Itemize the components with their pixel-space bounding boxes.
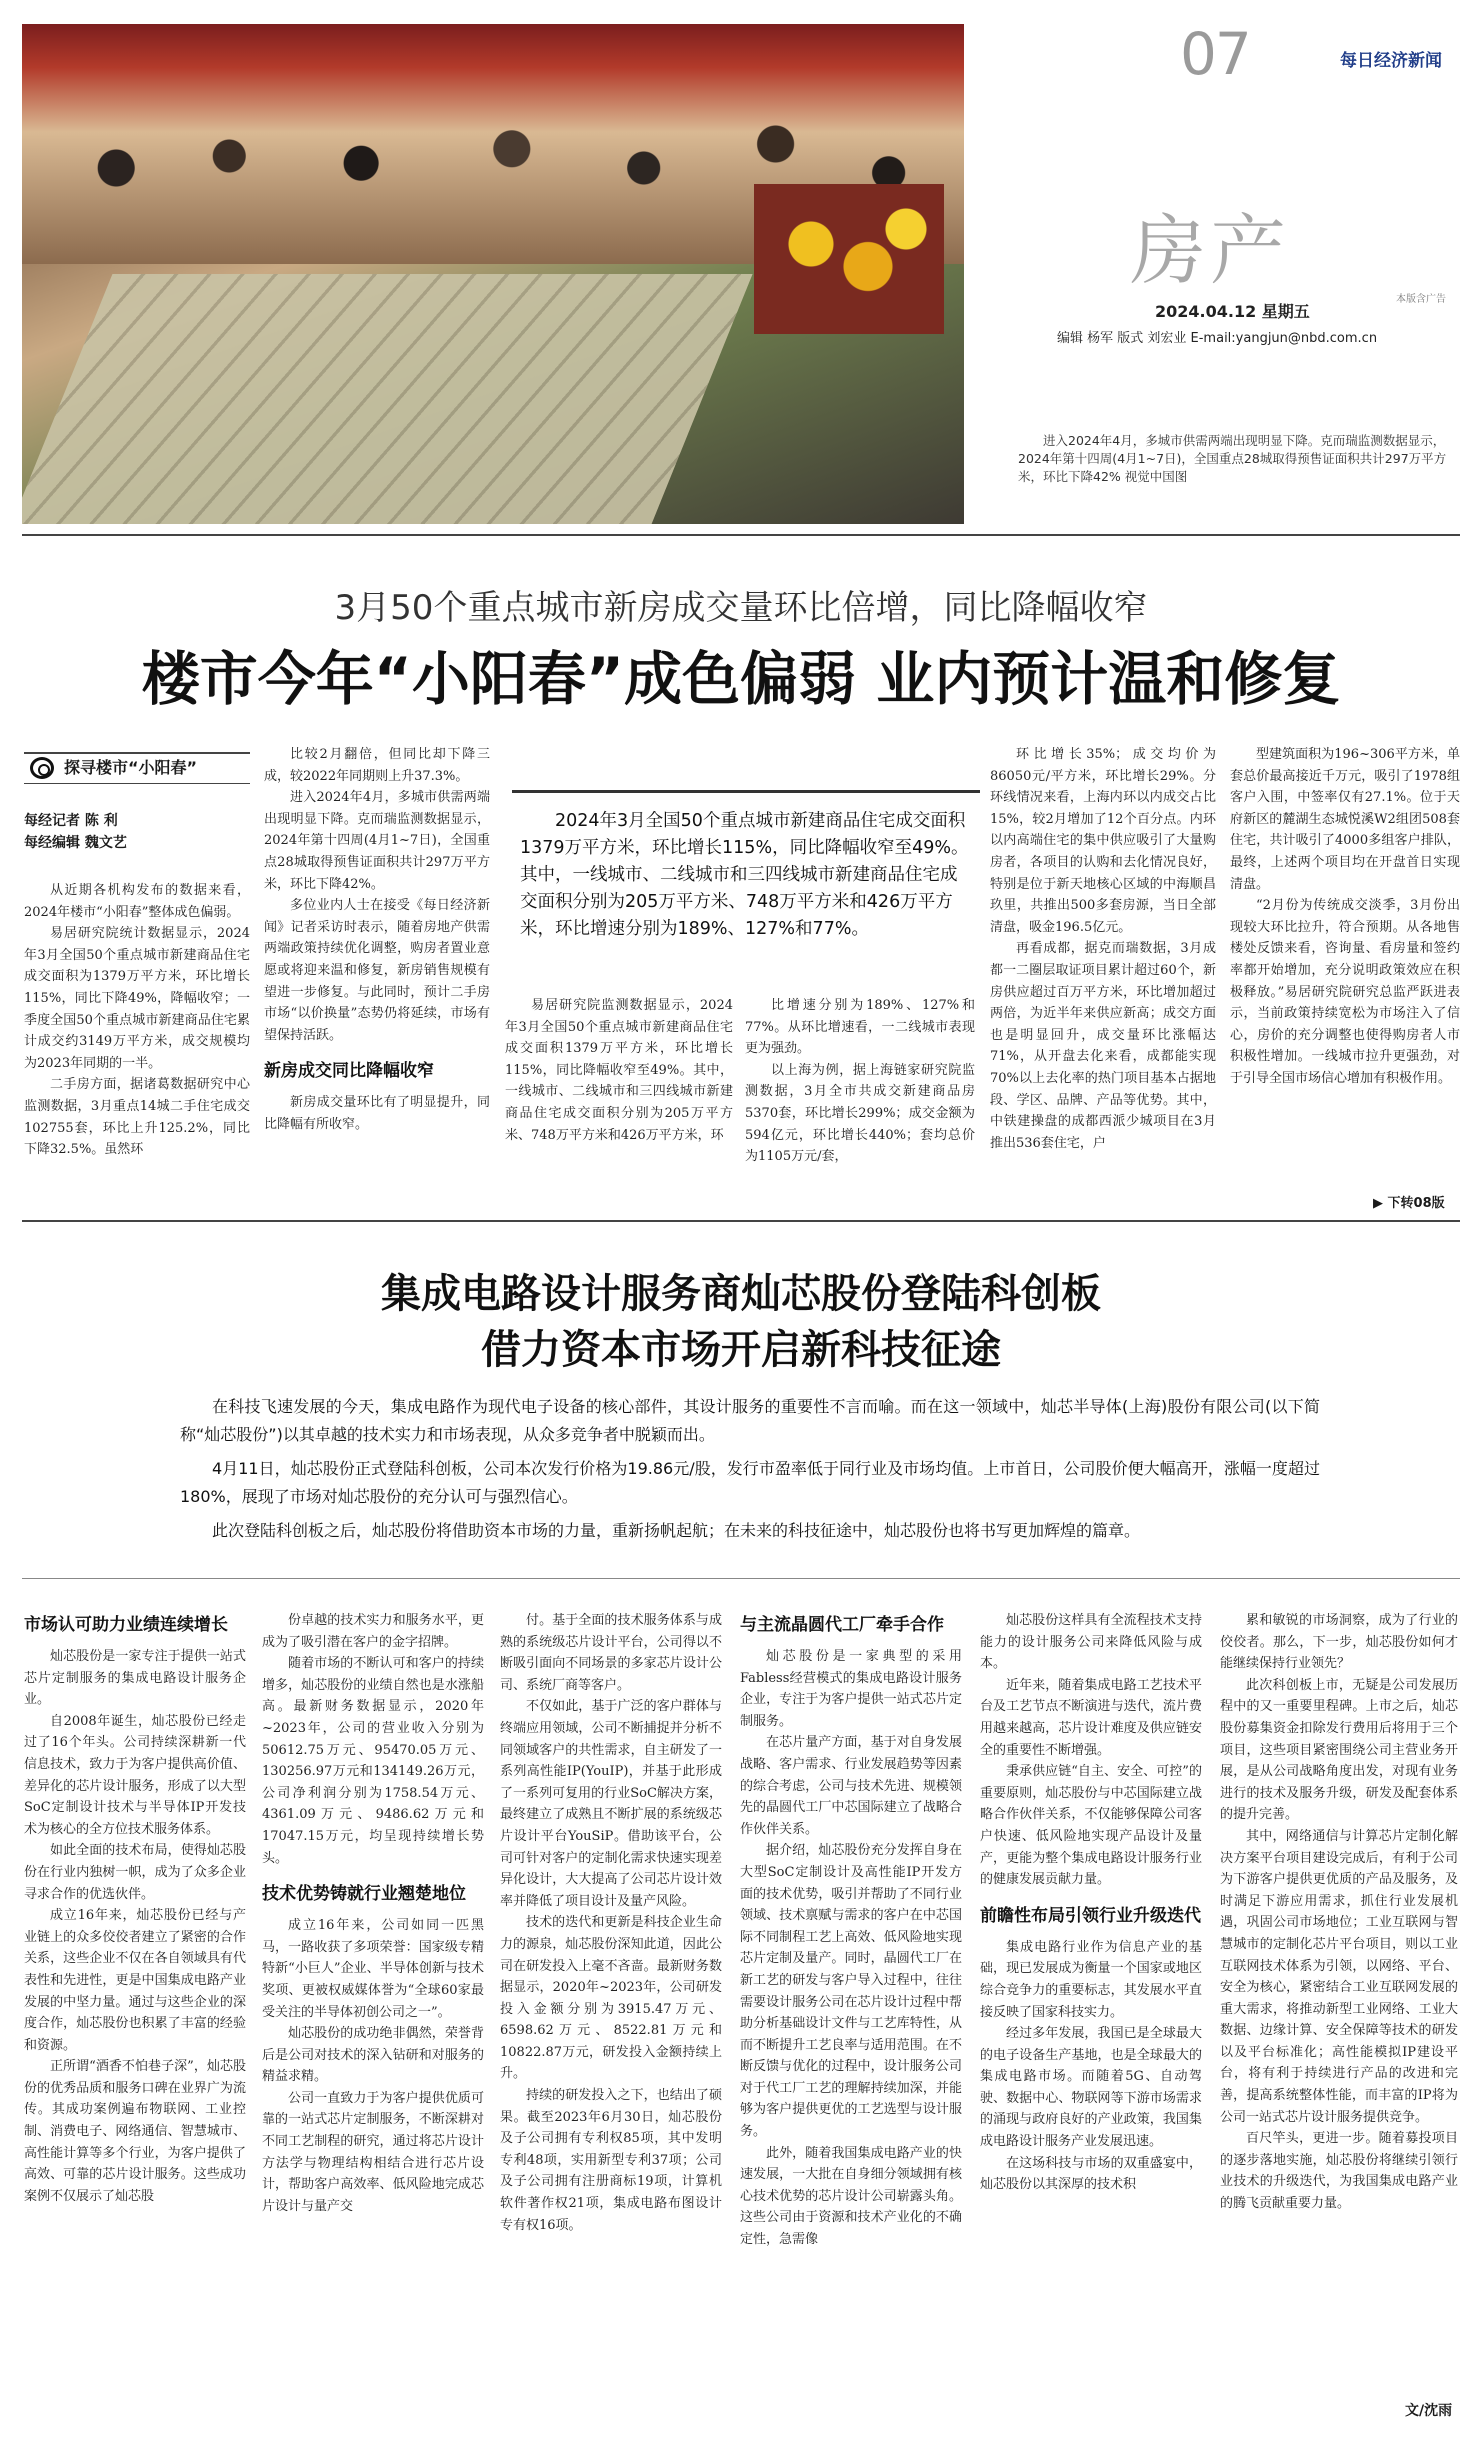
page-number: 07 (1180, 20, 1250, 88)
paragraph: 付。基于全面的技术服务体系与成熟的系统级芯片设计平台，公司得以不断吸引面向不同场景的多家芯片设计公司、系统厂商等客户。 (500, 1613, 722, 1693)
paragraph: 成立16年来，公司如同一匹黑马，一路收获了多项荣誉：国家级专精特新“小巨人”企业、半导体创新与技术奖项、更被权威媒体誉为“全球60家最受关注的半导体初创公司之一”。 (262, 1918, 484, 2020)
paragraph: 自2008年诞生，灿芯股份已经走过了16个年头。公司持续深耕新一代信息技术，致力于为客户提供高价值、差异化的芯片设计服务，形成了以大型SoC定制设计技术与半导体IP开发技术为核心的全方位技术服务体系。 (24, 1713, 246, 1837)
section-heading: 前瞻性布局引领行业升级迭代 (980, 1905, 1201, 1926)
story1-col6 (1230, 744, 1460, 1090)
photo-caption: 进入2024年4月，多城市供需两端出现明显下降。克而瑞监测数据显示，2024年第十四周(4月1~7日)，全国重点28城取得预售证面积共计297万平方米，环比下降42% 视觉中国图 (1018, 433, 1447, 484)
editors-line: 编辑 杨军 版式 刘宏业 E-mail:yangjun@nbd.com.cn (1057, 331, 1378, 346)
author-signature: 文/沈雨 (1405, 2403, 1453, 2419)
paragraph: 集成电路行业作为信息产业的基础，现已发展成为衡量一个国家或地区综合竞争力的重要标志，其发展水平直接反映了国家科技实力。 (980, 1939, 1202, 2020)
lead-paragraph: 此次登陆科创板之后，灿芯股份将借助资本市场的力量，重新扬帆起航；在未来的科技征途中，灿芯股份也将书写更加辉煌的篇章。 (212, 1521, 1141, 1540)
news-photo (22, 24, 964, 524)
story1-subtitle: 3月50个重点城市新房成交量环比倍增，同比降幅收窄 (334, 588, 1148, 628)
lead-paragraph: 在科技飞速发展的今天，集成电路作为现代电子设备的核心部件，其设计服务的重要性不言而喻。而在这一领域中，灿芯半导体(上海)股份有限公司(以下简称“灿芯股份”)以其卓越的技术实力和市场表现，从众多竞争者中脱颖而出。 (180, 1397, 1320, 1444)
story2-col2 (262, 1610, 484, 2217)
newspaper-name: 每日经济新闻 (1340, 51, 1442, 71)
story1-col3 (505, 995, 733, 1146)
story1-col1 (24, 880, 250, 1161)
paragraph: 持续的研发投入之下，也结出了硕果。截至2023年6月30日，灿芯股份及子公司拥有专利权85项，其中发明专利48项，实用新型专利37项；公司及子公司拥有注册商标19项，计算机软件著作权21项，集成电路布图设计专有权16项。 (500, 2088, 722, 2233)
paragraph: 秉承供应链“自主、安全、可控”的重要原则，灿芯股份与中芯国际建立战略合作伙伴关系，不仅能够保障公司客户快速、低风险地实现产品设计及量产，更能为整个集成电路设计服务行业的健康发展贡献力量。 (980, 1764, 1202, 1888)
paragraph: 灿芯股份这样具有全流程技术支持能力的设计服务公司来降低风险与成本。 (980, 1613, 1202, 1672)
paragraph: 灿芯股份是一家典型的采用Fabless经营模式的集成电路设计服务企业，专注于为客户提供一站式芯片定制服务。 (740, 1649, 962, 1729)
paragraph: “2月份为传统成交淡季，3月份出现较大环比拉升，符合预期。从各地售楼处反馈来看，咨询量、看房量和签约率都开始增加，充分说明政策效应在积极释放。”易居研究院研究总监严跃进表示，当前政策持续宽松为市场注入了信心，房价的充分调整也使得购房者人市积极性增加。一线城市拉升更强劲，对于引导全国市场信心增加有积极作用。 (1230, 898, 1460, 1086)
paragraph: 比较2月翻倍，但同比却下降三成，较2022年同期则上升37.3%。 (264, 747, 490, 784)
paragraph: 在芯片量产方面，基于对自身发展战略、客户需求、行业发展趋势等因素的综合考虑，公司与技术先进、规模领先的晶圆代工厂中芯国际建立了战略合作伙伴关系。 (740, 1735, 962, 1837)
section-title: 房产 (1130, 206, 1290, 295)
paragraph: 技术的迭代和更新是科技企业生命力的源泉，灿芯股份深知此道，因此公司在研发投入上毫不吝啬。最新财务数据显示，2020年~2023年，公司研发投入金额分别为3915.47万元、6598.62万元、8522.81万元和10822.87万元，研发投入金额持续上升。 (500, 1915, 722, 2082)
paragraph: 据介绍，灿芯股份充分发挥自身在大型SoC定制设计及高性能IP开发方面的技术优势，吸引并帮助了不同行业领域、技术禀赋与需求的客户在中芯国际不同制程工艺上高效、低风险地实现芯片定制及量产。同时，晶圆代工厂在新工艺的研发与客户导入过程中，往往需要设计服务公司在芯片设计过程中帮助分析基础设计文件与工艺库特性，从而不断提升工艺良率与适用范围。在不断反馈与优化的过程中，设计服务公司对于代工厂工艺的理解持续加深，并能够为客户提供更优的工艺选型与设计服务。 (740, 1843, 962, 2140)
section-heading: 与主流晶圆代工厂牵手合作 (740, 1615, 944, 1635)
paragraph: 型建筑面积为196~306平方米，单套总价最高接近千万元，吸引了1978组客户入围，中签率仅有27.1%。位于天府新区的麓湖生态城悦溪W2组团508套住宅，共计吸引了4000多组客户排队，最终，上述两个项目均在开盘首日实现清盘。 (1230, 747, 1460, 892)
story1-title: 楼市今年“小阳春”成色偏弱 业内预计温和修复 (141, 645, 1341, 713)
paragraph: 如此全面的技术布局，使得灿芯股份在行业内独树一帜，成为了众多企业寻求合作的优选伙伴。 (24, 1843, 246, 1902)
paragraph: 经过多年发展，我国已是全球最大的电子设备生产基地，也是全球最大的集成电路市场。而随着5G、自动驾驶、数据中心、物联网等下游市场需求的涌现与政府良好的产业政策，我国集成电路设计服务产业发展迅速。 (980, 2026, 1202, 2150)
paragraph: 灿芯股份是一家专注于提供一站式芯片定制服务的集成电路设计服务企业。 (24, 1649, 246, 1708)
byline-editor: 每经编辑 魏文艺 (24, 835, 127, 851)
paragraph: 易居研究院统计数据显示，2024年3月全国50个重点城市新建商品住宅成交面积为1379万平方米，环比增长115%，同比下降49%，降幅收窄；一季度全国50个重点城市新建商品住宅累计成交约3149万平方米，成交规模均为2023年同期的一半。 (24, 926, 250, 1071)
pull-quote: 2024年3月全国50个重点城市新建商品住宅成交面积1379万平方米，环比增长115%，同比降幅收窄至49%。其中，一线城市、二线城市和三四线城市新建商品住宅成交面积分别为205万平方米、748万平方米和426万平方米，环比增速分别为189%、127%和77%。 (520, 811, 969, 939)
byline (24, 810, 127, 854)
story2-title-line2: 借力资本市场开启新科技征途 (481, 1327, 1001, 1373)
paragraph: 百尺竿头，更进一步。随着募投项目的逐步落地实施，灿芯股份将继续引领行业技术的升级迭代，为我国集成电路产业的腾飞贡献重要力量。 (1220, 2131, 1458, 2212)
paragraph: 正所谓“酒香不怕巷子深”，灿芯股份的优秀品质和服务口碑在业界广为流传。其成功案例遍布物联网、工业控制、消费电子、网络通信、智慧城市、高性能计算等多个行业，为客户提供了高效、可靠的芯片设计服务。这些成功案例不仅展示了灿芯股 (24, 2059, 246, 2204)
section-heading: 技术优势铸就行业翘楚地位 (262, 1884, 466, 1905)
paragraph: 进入2024年4月，多城市供需两端出现明显下降。克而瑞监测数据显示，2024年第十四周(4月1~7日)，全国重点28城取得预售证面积共计297万平方米，环比下降42%。 (264, 790, 490, 892)
byline-reporter: 每经记者 陈 利 (24, 813, 118, 829)
story2-col3 (500, 1610, 722, 2236)
paragraph: 此外，随着我国集成电路产业的快速发展，一大批在自身细分领域拥有核心技术优势的芯片设计公司崭露头角。这些公司由于资源和技术产业化的不确定性，急需像 (740, 2145, 962, 2248)
story2-col1 (24, 1600, 246, 2207)
paragraph: 多位业内人士在接受《每日经济新闻》记者采访时表示，随着房地产供需两端政策持续优化调整，购房者置业意愿或将迎来温和修复，新房销售规模有望进一步修复。与此同时，预计二手房市场“以价换量”态势仍将延续，市场有望保持活跃。 (264, 898, 490, 1043)
story2-col5 (980, 1610, 1202, 2196)
paragraph: 在这场科技与市场的双重盛宴中，灿芯股份以其深厚的技术积 (980, 2155, 1202, 2193)
column-tag: 探寻楼市“小阳春” (24, 752, 250, 784)
photo-sand-table (22, 274, 753, 524)
paragraph: 其中，网络通信与计算芯片定制化解决方案平台项目建设完成后，有利于公司为下游客户提供更优质的产品及服务，及时满足下游应用需求，抓住行业发展机遇，巩固公司市场地位；工业互联网与智慧城市的定制化芯片平台项目，则以工业互联网技术体系为引领，以网络、平台、安全为核心，紧密结合工业互联网发展的重大需求，将推动新型工业网络、工业大数据、边缘计算、安全保障等技术的研发以及平台标准化；高性能模拟IP建设平台，将有利于持续进行产品的改进和完善，提高系统整体性能，而丰富的IP将为公司一站式芯片设计服务提供竞争。 (1220, 1828, 1458, 2125)
paragraph: 比增速分别为189%、127%和77%。从环比增速看，一二线城市表现更为强劲。 (745, 998, 975, 1057)
paragraph: 灿芯股份的成功绝非偶然，荣誉背后是公司对技术的深入钻研和对服务的精益求精。 (262, 2026, 484, 2085)
divider (22, 534, 1460, 536)
paragraph: 随着市场的不断认可和客户的持续增多，灿芯股份的业绩自然也是水涨船高。最新财务数据显示，2020年~2023年，公司的营业收入分别为50612.75万元、95470.05万元、130256.97万元和134149.26万元，公司净利润分别为1758.54万元、4361.09万元、9486.62万元和17047.15万元，均呈现持续增长势头。 (262, 1656, 484, 1866)
paragraph: 此次科创板上市，无疑是公司发展历程中的又一重要里程碑。上市之后，灿芯股份募集资金扣除发行费用后将用于三个项目，这些项目紧密围绕公司主营业务开展，是从公司战略角度出发，对现有业务进行的技术及服务升级，研发及配套体系的提升完善。 (1220, 1677, 1458, 1823)
paragraph: 新房成交量环比有了明显提升，同比降幅有所收窄。 (264, 1095, 490, 1132)
story1-col5 (990, 744, 1216, 1154)
story2-title-line1: 集成电路设计服务商灿芯股份登陆科创板 (381, 1271, 1101, 1317)
story1-col4 (745, 995, 975, 1168)
lead-paragraph: 4月11日，灿芯股份正式登陆科创板，公司本次发行价格为19.86元/股，发行市盈率低于同行业及市场均值。上市首日，公司股价便大幅高开，涨幅一度超过180%，展现了市场对灿芯股份的充分认可与强烈信心。 (180, 1459, 1320, 1506)
story2-lead (180, 1393, 1320, 1545)
divider (22, 1220, 1460, 1222)
section-heading: 市场认可助力业绩连续增长 (24, 1615, 228, 1635)
story2-col6 (1220, 1610, 1458, 2215)
paragraph: 公司一直致力于为客户提供优质可靠的一站式芯片定制服务，不断深耕对不同工艺制程的研究，通过将芯片设计方法学与物理结构相结合进行芯片设计，帮助客户高效率、低风险地完成芯片设计与量产交 (262, 2090, 484, 2214)
photo-flowers (754, 184, 944, 334)
divider (22, 1578, 1460, 1579)
paragraph: 环比增长35%；成交均价为86050元/平方米，环比增长29%。分环线情况来看，上海内环以内成交占比15%，较2月增加了12个百分点。内环以内高端住宅的集中供应吸引了大量购房者，各项目的认购和去化情况良好，特别是位于新天地核心区域的中海顺昌玖里，共推出500多套房源，当日全部清盘，吸金196.5亿元。 (990, 747, 1216, 935)
ad-note: 本版含广告 (1396, 294, 1446, 305)
paragraph: 再看成都，据克而瑞数据，3月成都一二圈层取证项目累计超过60个，新房供应超过百万平方米，环比增加超过两倍，为近半年来供应新高；成交方面也是明显回升，成交量环比涨幅达71%，从开盘去化来看，成都能实现70%以上去化率的热门项目基本占据地段、学区、品牌、产品等优势。其中，中铁建操盘的成都西派少城项目在3月推出536套住宅，户 (990, 941, 1216, 1151)
paragraph: 从近期各机构发布的数据来看，2024年楼市“小阳春”整体成色偏弱。 (24, 883, 250, 920)
continue-link[interactable]: ▶ 下转08版 (1373, 1196, 1445, 1211)
paragraph: 易居研究院监测数据显示，2024年3月全国50个重点城市新建商品住宅成交面积1379万平方米，环比增长115%，同比降幅收窄至49%。其中，一线城市、二线城市和三四线城市新建商品住宅成交面积分别为205万平方米、748万平方米和426万平方米，环 (505, 998, 733, 1143)
paragraph: 份卓越的技术实力和服务水平，更成为了吸引潜在客户的金字招牌。 (262, 1613, 484, 1650)
story2-col4 (740, 1600, 962, 2251)
paragraph: 成立16年来，灿芯股份已经与产业链上的众多佼佼者建立了紧密的合作关系，这些企业不仅在各自领域具有代表性和先进性，更是中国集成电路产业发展的中坚力量。通过与这些企业的深度合作，灿芯股份也积累了丰富的经验和资源。 (24, 1908, 246, 2053)
paragraph: 累和敏锐的市场洞察，成为了行业的佼佼者。那么，下一步，灿芯股份如何才能继续保持行业领先？ (1220, 1613, 1458, 1672)
paragraph: 近年来，随着集成电路工艺技术平台及工艺节点不断演进与迭代，流片费用越来越高，芯片设计难度及供应链安全的重要性不断增强。 (980, 1677, 1202, 1758)
paragraph: 二手房方面，据诸葛数据研究中心监测数据，3月重点14城二手住宅成交102755套，环比上升125.2%，同比下降32.5%。虽然环 (24, 1077, 250, 1158)
issue-date: 2024.04.12 星期五 (1155, 302, 1310, 321)
story1-col2 (264, 744, 490, 1136)
section-heading: 新房成交同比降幅收窄 (264, 1061, 434, 1082)
paragraph: 以上海为例，据上海链家研究院监测数据，3月全市共成交新建商品房5370套，环比增长299%；成交金额为594亿元，环比增长440%；套均总价为1105万元/套， (745, 1062, 975, 1165)
paragraph: 不仅如此，基于广泛的客户群体与终端应用领域，公司不断捕捉并分析不同领域客户的共性需求，自主研发了一系列高性能IP(YouIP)，并基于此形成了一系列可复用的行业SoC解决方案，最终建立了成熟且不断扩展的系统级芯片设计平台YouSiP。借助该平台，公司可针对客户的定制化需求快速实现差异化设计，大大提高了公司芯片设计效率并降低了项目设计及量产风险。 (500, 1699, 722, 1909)
